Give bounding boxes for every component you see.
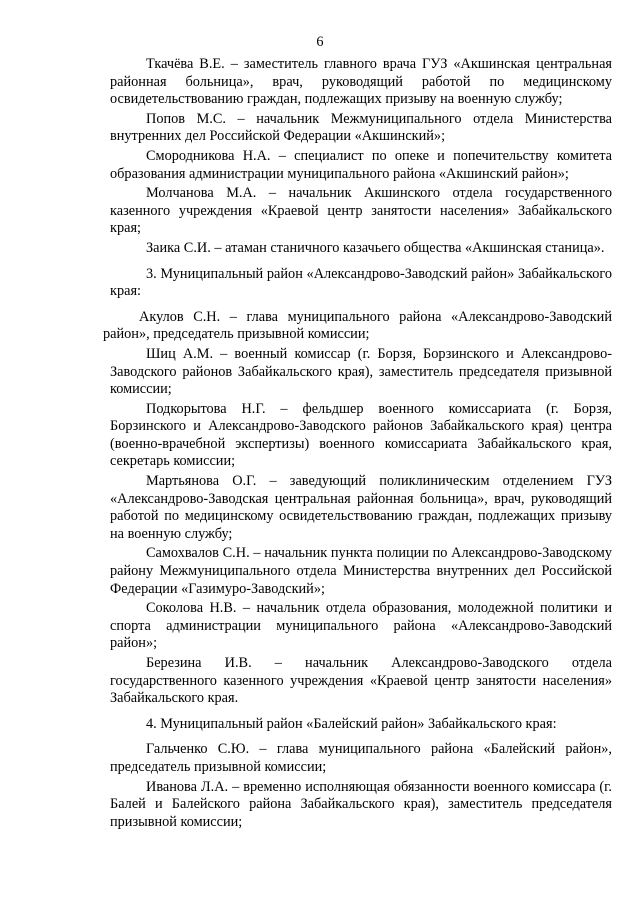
member-entry: Березина И.В. – начальник Александрово-Заводского отдела государственного казенного учреждения «Краевой центр занятости населения» Забайкальского края. [110,655,612,707]
member-entry: Соколова Н.В. – начальник отдела образования, молодежной политики и спорта администрации муниципального района «Александрово-Заводский район»; [110,600,612,652]
member-entry: Ткачёва В.Е. – заместитель главного врача ГУЗ «Акшинская центральная районная больница», врач, руководящий работой по медицинскому освидетельствованию граждан, подлежащих призыву на военную службу; [110,56,612,108]
member-entry: Иванова Л.А. – временно исполняющая обязанности военного комиссара (г. Балей и Балейского района Забайкальского края), заместитель председателя призывной комиссии; [110,778,612,830]
member-entry: Смородникова Н.А. – специалист по опеке и попечительству комитета образования администрации муниципального района «Акшинский район»; [110,147,612,182]
section-heading: 3. Муниципальный район «Александрово-Заводский район» Забайкальского края: [110,265,612,300]
member-entry: Заика С.И. – атаман станичного казачьего общества «Акшинская станица». [146,239,605,256]
page-number: 6 [316,34,324,50]
member-entry: Подкорытова Н.Г. – фельдшер военного комиссариата (г. Борзя, Борзинского и Александрово-Заводского районов Забайкальского края) центра (военно-врачебной экспертизы) военного комиссариата Забайкальского края, секретарь комиссии; [110,400,612,470]
member-entry: Акулов С.Н. – глава муниципального района «Александрово-Заводский район», председатель призывной комиссии; [103,308,612,343]
member-entry: Мартьянова О.Г. – заведующий поликлиническим отделением ГУЗ «Александрово-Заводская центральная районная больница», врач, руководящий работой по медицинскому освидетельствованию граждан, подлежащих призыву на военную службу; [110,473,612,542]
document-body [103,56,612,833]
member-entry: Гальченко С.Ю. – глава муниципального района «Балейский район», председатель призывной комиссии; [110,741,612,775]
member-entry: Самохвалов С.Н. – начальник пункта полиции по Александрово-Заводскому району Межмуниципального отдела Министерства внутренних дел Российской Федерации «Газимуро-Заводский»; [110,545,612,597]
member-entry: Шиц А.М. – военный комиссар (г. Борзя, Борзинского и Александрово-Заводского районов Забайкальского края), заместитель председателя призывной комиссии; [110,345,612,398]
member-entry: Попов М.С. – начальник Межмуниципального отдела Министерства внутренних дел Российской Федерации «Акшинский»; [110,110,612,145]
section-heading: 4. Муниципальный район «Балейский район» Забайкальского края: [146,715,557,732]
member-entry: Молчанова М.А. – начальник Акшинского отдела государственного казенного учреждения «Краевой центр занятости населения» Забайкальского края; [110,185,612,237]
